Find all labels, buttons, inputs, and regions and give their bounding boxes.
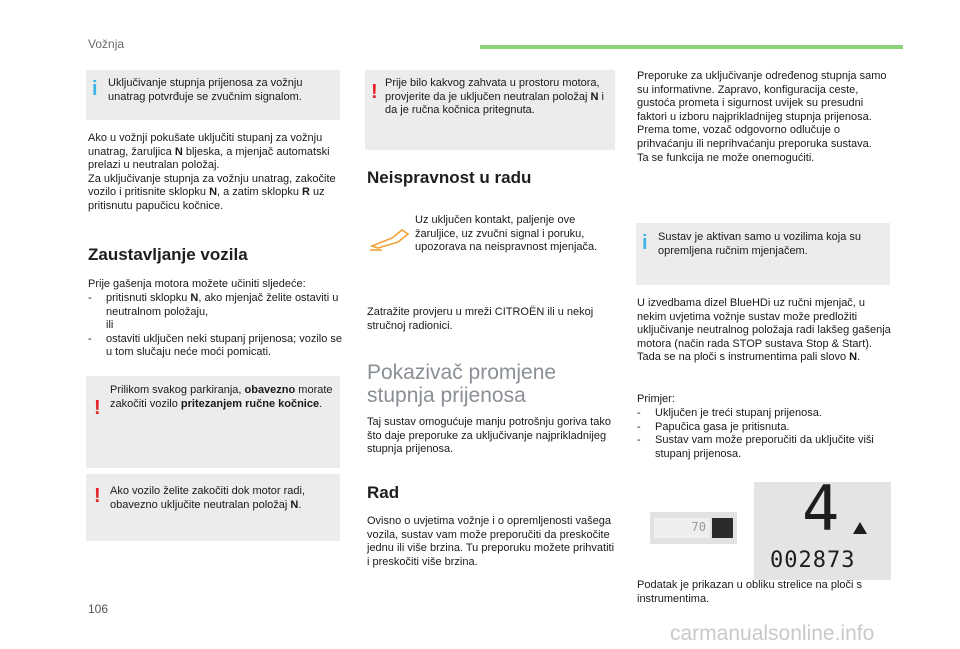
info-box-reverse [86,70,340,120]
malfunction-text: Uz uključen kontakt, paljenje ove žaruljice, uz zvučni signal i poruku, upozorava na neispravnost mjenjača. [415,214,598,254]
heading-gear-shift-indicator: Pokazivač promjene stupnja prijenosa [367,361,557,407]
dizel-text: U izvedbama dizel BlueHDi uz ručni mjenjač, u nekim uvjetima vožnje sustav može predložiti uključivanje neutralnog položaja radi lakšeg gašenja motora (način rada STOP sustava Stop & Start). Tada se na ploči s instrumentima pali slovo N. [637,297,891,364]
example-title: Primjer: [637,393,675,405]
stopping-intro: Prije gašenja motora možete učiniti sljedeće: [88,278,306,290]
shift-up-arrow-icon [853,522,867,534]
list-item: - Sustav vam može preporučiti da uključite viši stupanj prijenosa. [637,434,874,460]
watermark: carmanualsonline.info [670,622,875,645]
heading-operation: Rad [367,483,400,502]
display-caption: Podatak je prikazan u obliku strelice na ploči s instrumentima. [637,579,863,605]
list-item: - Uključen je treći stupanj prijenosa. [637,407,822,419]
warning-box-engine-bay [365,70,615,150]
warning-box-engine-running [86,474,340,541]
reverse-paragraph: Ako u vožnji pokušate uključiti stupanj za vožnju unatrag, žaruljica N bljeska, a mjenjač automatski prelazi u neutralan položaj. Za uključivanje stupnja za vožnju unatrag, zakočite vozilo i pritisnite sklopku N, a zatim sklopku R uz pritisnutu papučicu kočnice. [88,132,336,212]
warning-engine-bay-text: Prije bilo kakvog zahvata u prostoru motora, provjerite da je uključen neutralan položaj N i da je ručna kočnica pritegnuta. [385,77,604,117]
page-number: 106 [88,602,109,616]
list-item: - Papučica gasa je pritisnuta. [637,420,790,433]
gear-indicator: 4 [802,472,840,545]
warning-icon: ! [94,397,101,419]
heading-stopping: Zaustavljanje vozila [88,245,248,264]
odometer: 002873 [770,548,856,573]
heading-malfunction: Neispravnost u radu [367,168,532,187]
operation-text: Ovisno o uvjetima vožnje i o opremljenosti vašega vozila, sustav vam može preporučiti da preskočite jednu ili više brzina. Tu preporuku možete prihvatiti i preskočiti više brzina. [367,515,615,568]
warning-icon: ! [371,81,378,103]
warning-parking-text: Prilikom svakog parkiranja, obavezno morate zakočiti vozilo pritezanjem ručne kočnice. [110,384,333,410]
info-manual-text: Sustav je aktivan samo u vozilima koja su opremljena ručnim mjenjačem. [658,231,861,257]
service-text: Zatražite provjeru u mreži CITROËN ili u nekoj stručnoj radionici. [367,306,594,332]
gsi-text: Taj sustav omogućuje manju potrošnju goriva tako što daje preporuke za uključivanje najprikladnijeg stupnja prijenosa. [367,416,611,456]
list-item: - pritisnuti sklopku N, ako mjenjač želite ostaviti u neutralnom položaju, [88,292,339,318]
warning-engine-text: Ako vozilo želite zakočiti dok motor radi, obavezno uključite neutralan položaj N. [110,485,306,511]
warning-icon: ! [94,485,101,507]
instrument-display [754,472,891,580]
example-list [637,407,892,461]
small-display-dark [712,518,733,538]
header-accent-bar [480,45,903,49]
list-or: ili [106,319,114,332]
info-reverse-text: Uključivanje stupnja prijenosa za vožnju unatrag potvrđuje se zvučnim signalom. [108,77,303,103]
recommend-text: Preporuke za uključivanje određenog stupnja samo su informativne. Zapravo, konfiguracija ceste, gustoća prometa i sigurnost uvijek su presudni faktori u izboru najprikladnijeg stupnja prijenosa. Prema tome, vozač odgovorno odlučuje o prihvaćanju ili neprihvaćanju preporuka sustava. Ta se funkcija ne može onemogućiti. [637,70,887,164]
list-item: - ostaviti uključen neki stupanj prijenosa; vozilo se u tom slučaju neće moći pomicati. [88,332,343,359]
instrument-display-small [650,512,737,544]
warning-box-parking [86,376,340,468]
info-icon: i [92,78,98,100]
stopping-list [88,292,344,360]
section-title: Vožnja [88,37,125,51]
info-box-manual [636,223,890,285]
info-icon: i [642,232,648,254]
small-display-value: 70 [691,520,706,534]
small-display-screen [654,518,710,538]
gearbox-fault-icon [368,226,412,254]
